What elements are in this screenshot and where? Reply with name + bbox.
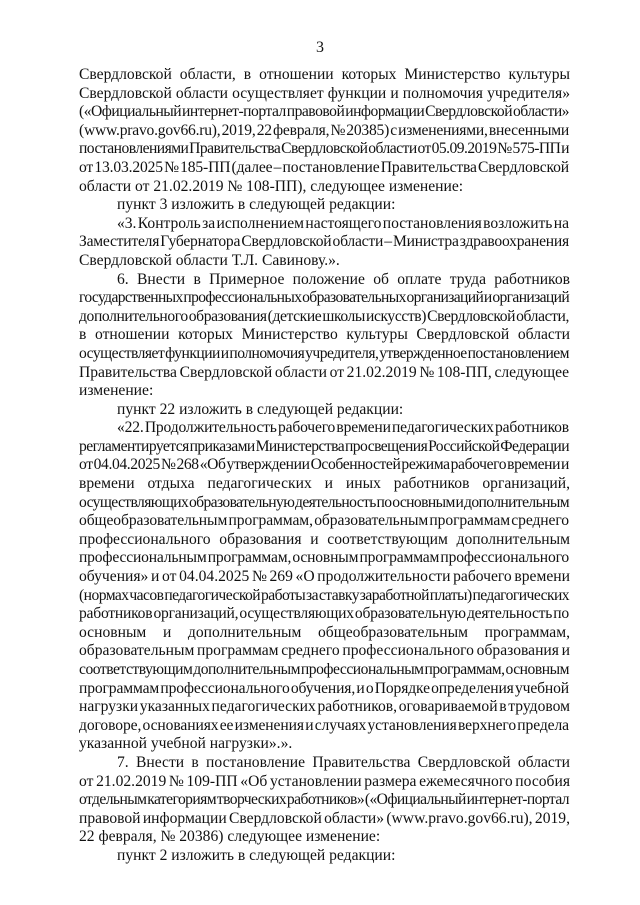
text-line: времени отдыха педагогических и иных работников организаций, — [79, 475, 570, 493]
text-line: Свердловской области осуществляет функции и полномочия учредителя» — [79, 84, 570, 102]
text-line: обучения» и от 04.04.2025 № 269 «О продолжительности рабочего времени — [79, 568, 570, 586]
document-body — [79, 66, 570, 866]
text-line: постановлениями Правительства Свердловской области от 05.09.2019 № 575-ПП и — [79, 140, 569, 158]
text-line: образовательным программам среднего профессионального образования и — [79, 642, 570, 660]
text-line: изменение: — [79, 382, 154, 400]
text-line: Свердловской области Т.Л. Савинову.». — [79, 251, 340, 269]
text-line: нагрузки указанных педагогических работников, оговариваемой в трудовом — [79, 698, 570, 716]
text-line: пункт 2 изложить в следующей редакции: — [117, 846, 396, 864]
text-line: от 21.02.2019 № 109-ПП «Об установлении размера ежемесячного пособия — [79, 772, 570, 790]
text-line: программам профессионального обучения, и о Порядке определения учебной — [79, 679, 569, 697]
page-number: 3 — [316, 39, 324, 56]
text-line: Правительства Свердловской области от 21.02.2019 № 108-ПП, следующее — [79, 363, 569, 381]
text-line: соответствующим дополнительным профессиональным программам, основным — [79, 661, 569, 678]
text-line: в отношении которых Министерство культуры Свердловской области — [79, 326, 570, 344]
text-line: 22 февраля, № 20386) следующее изменение: — [79, 828, 381, 846]
text-line: правовой информации Свердловской области» (www.pravo.gov66.ru), 2019, — [79, 809, 570, 827]
text-line: 6. Внести в Примерное положение об оплате труда работников — [117, 270, 570, 288]
text-line: Свердловской области, в отношении которых Министерство культуры — [79, 66, 570, 83]
text-line: указанной учебной нагрузки».». — [79, 735, 293, 753]
text-line: 7. Внести в постановление Правительства Свердловской области — [117, 753, 570, 771]
text-line: осуществляет функции и полномочия учредителя, утвержденное постановлением — [79, 344, 570, 362]
text-line: осуществляющих образовательную деятельность по основным и дополнительным — [79, 493, 569, 511]
text-line: пункт 3 изложить в следующей редакции: — [117, 196, 396, 214]
text-line: дополнительного образования (детские школы искусств) Свердловской области, — [79, 307, 569, 325]
text-line: (www.pravo.gov66.ru), 2019, 22 февраля, № 20385) с изменениями, внесенными — [79, 121, 569, 139]
text-line: отдельным категориям творческих работников» («Официальный интернет-портал — [79, 791, 570, 809]
text-line: «3. Контроль за исполнением настоящего постановления возложить на — [117, 214, 570, 232]
text-line: основным и дополнительным общеобразовательным программам, — [79, 623, 570, 641]
text-line: договоре, основаниях ее изменения и случаях установления верхнего предела — [79, 716, 569, 734]
text-line: Заместителя Губернатора Свердловской области – Министра здравоохранения — [79, 233, 569, 251]
text-line: области от 21.02.2019 № 108-ПП), следующее изменение: — [79, 177, 464, 195]
text-line: («Официальный интернет-портал правовой информации Свердловской области» — [79, 103, 569, 121]
text-line: общеобразовательным программам, образовательным программам среднего — [79, 512, 569, 530]
text-line: пункт 22 изложить в следующей редакции: — [117, 400, 404, 418]
text-line: профессиональным программам, основным программам профессионального — [79, 549, 570, 567]
text-line: работников организаций, осуществляющих образовательную деятельность по — [79, 605, 569, 623]
text-line: от 13.03.2025 № 185-ПП (далее – постановление Правительства Свердловской — [79, 158, 569, 176]
text-line: профессионального образования и соответствующим дополнительным — [79, 530, 570, 548]
text-line: «22. Продолжительность рабочего времени педагогических работников — [117, 419, 569, 437]
text-line: (нормах часов педагогической работы за ставку заработной платы) педагогических — [79, 586, 570, 604]
text-line: регламентируется приказами Министерства просвещения Российской Федерации — [79, 437, 569, 455]
text-line: от 04.04.2025 № 268 «Об утверждении Особенностей режима рабочего времени и — [79, 456, 569, 474]
text-line: государственных профессиональных образовательных организаций и организаций — [79, 289, 570, 307]
